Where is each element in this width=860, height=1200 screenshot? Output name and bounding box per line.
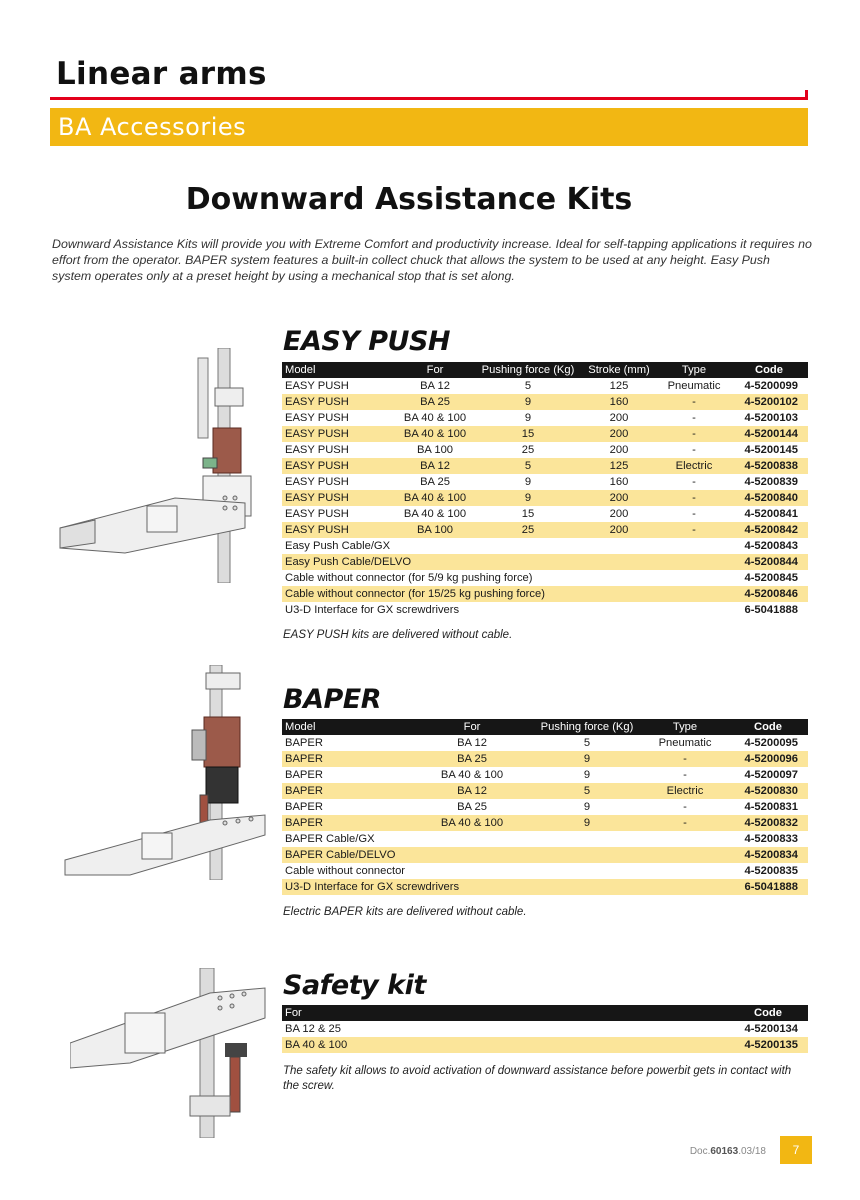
table-cell: EASY PUSH <box>285 508 349 520</box>
table-cell: 9 <box>583 753 591 765</box>
table-cell: Cable without connector <box>285 865 406 877</box>
table-cell: BA 12 & 25 <box>285 1023 341 1035</box>
table-cell: 9 <box>583 801 591 813</box>
easy-push-table <box>282 362 808 618</box>
table-cell: 5 <box>583 737 591 749</box>
easy-push-note: EASY PUSH kits are delivered without cable. <box>283 629 513 641</box>
section-banner-label: BA Accessories <box>58 113 247 141</box>
col-for: For <box>463 721 481 733</box>
table-row <box>282 735 808 751</box>
table-row <box>282 458 808 474</box>
col-code: Code <box>754 1007 782 1019</box>
baper-note: Electric BAPER kits are delivered without cable. <box>283 906 527 918</box>
table-cell: - <box>692 524 696 536</box>
intro-paragraph: Downward Assistance Kits will provide you with Extreme Comfort and productivity increase. Ideal for self-tapping applications it requires no effort from the operator. BAPER system features a built-in collect chuck that allows the system to be used at any height. Easy Push system operates only at a preset height by using a mechanical stop that is set along. <box>52 237 812 283</box>
table-cell: 200 <box>609 524 629 536</box>
col-code: Code <box>754 721 782 733</box>
table-cell: 9 <box>583 817 591 829</box>
table-cell: BA 40 & 100 <box>403 508 467 520</box>
table-cell: 200 <box>609 444 629 456</box>
table-cell: BA 12 <box>420 460 450 472</box>
col-model: Model <box>285 721 316 733</box>
table-cell: 4-5200842 <box>744 524 798 536</box>
table-cell: - <box>692 476 696 488</box>
table-cell: - <box>692 412 696 424</box>
table-cell: BAPER <box>285 737 323 749</box>
table-row <box>282 394 808 410</box>
table-cell: BA 40 & 100 <box>440 817 504 829</box>
table-row <box>282 522 808 538</box>
table-row <box>282 863 808 879</box>
safety-kit-note: The safety kit allows to avoid activation of downward assistance before powerbit gets in contact with the screw. <box>283 1065 792 1092</box>
table-cell: 160 <box>609 396 629 408</box>
table-cell: EASY PUSH <box>285 396 349 408</box>
table-cell: Cable without connector (for 15/25 kg pushing force) <box>285 588 545 600</box>
table-cell: 5 <box>583 785 591 797</box>
table-cell: BA 100 <box>416 444 454 456</box>
table-cell: BA 12 <box>457 785 487 797</box>
table-cell: 25 <box>521 444 535 456</box>
table-cell: Electric <box>675 460 713 472</box>
table-cell: BA 40 & 100 <box>285 1039 348 1051</box>
table-cell: 4-5200099 <box>744 380 798 392</box>
table-cell: - <box>692 444 696 456</box>
table-row <box>282 1021 808 1037</box>
table-cell-code: 4-5200834 <box>744 849 798 861</box>
table-row <box>282 815 808 831</box>
safety-kit-illustration <box>70 968 270 1138</box>
table-cell: 4-5200096 <box>744 753 798 765</box>
table-cell: - <box>692 508 696 520</box>
table-cell: BA 25 <box>420 476 450 488</box>
table-cell: Electric <box>666 785 704 797</box>
table-cell: BAPER <box>285 753 323 765</box>
table-row <box>282 783 808 799</box>
doc-date: .03/18 <box>738 1146 766 1157</box>
table-cell: 9 <box>524 492 532 504</box>
table-cell-code: 4-5200844 <box>744 556 798 568</box>
table-cell: 4-5200839 <box>744 476 798 488</box>
table-cell: 5 <box>524 460 532 472</box>
table-row <box>282 1037 808 1053</box>
table-cell-code: 4-5200833 <box>744 833 798 845</box>
table-row <box>282 554 808 570</box>
section-banner <box>50 108 808 146</box>
table-cell: EASY PUSH <box>285 412 349 424</box>
table-cell: - <box>683 753 687 765</box>
header-red-tick <box>805 90 808 99</box>
table-cell: BA 12 <box>457 737 487 749</box>
table-cell-code: 6-5041888 <box>744 604 798 616</box>
table-cell: - <box>683 801 687 813</box>
table-cell: 4-5200840 <box>744 492 798 504</box>
table-cell: 4-5200103 <box>744 412 798 424</box>
table-cell: EASY PUSH <box>285 444 349 456</box>
table-cell: - <box>683 817 687 829</box>
col-stroke: Stroke (mm) <box>588 364 650 376</box>
table-cell: 4-5200830 <box>744 785 798 797</box>
table-cell: EASY PUSH <box>285 460 349 472</box>
table-cell: 200 <box>609 412 629 424</box>
table-cell-code: 4-5200846 <box>744 588 798 600</box>
table-cell: EASY PUSH <box>285 380 349 392</box>
table-cell: BA 40 & 100 <box>403 492 467 504</box>
baper-title: BAPER <box>283 684 381 715</box>
table-row <box>282 767 808 783</box>
table-row <box>282 506 808 522</box>
table-cell: Easy Push Cable/DELVO <box>285 556 412 568</box>
table-cell: BAPER <box>285 801 323 813</box>
table-row <box>282 538 808 554</box>
table-row <box>282 831 808 847</box>
table-cell: 4-5200144 <box>744 428 798 440</box>
table-cell: 160 <box>609 476 629 488</box>
table-cell: BAPER Cable/DELVO <box>285 849 396 861</box>
table-header-row <box>282 719 808 735</box>
table-row <box>282 586 808 602</box>
table-cell: BA 12 <box>420 380 450 392</box>
table-header-row <box>282 1005 808 1021</box>
table-row <box>282 879 808 895</box>
table-cell: 25 <box>521 524 535 536</box>
table-cell: U3-D Interface for GX screwdrivers <box>285 881 460 893</box>
table-cell: 125 <box>609 460 629 472</box>
table-cell: 4-5200135 <box>744 1039 798 1051</box>
table-cell: 200 <box>609 492 629 504</box>
table-cell: BA 40 & 100 <box>403 428 467 440</box>
table-row <box>282 602 808 618</box>
table-row <box>282 799 808 815</box>
table-row <box>282 410 808 426</box>
table-cell: 9 <box>524 412 532 424</box>
col-model: Model <box>285 364 316 376</box>
table-cell: BA 25 <box>420 396 450 408</box>
table-cell: BAPER Cable/GX <box>285 833 375 845</box>
table-row <box>282 378 808 394</box>
page-number-box <box>780 1136 812 1164</box>
table-cell: 200 <box>609 508 629 520</box>
table-cell: Cable without connector (for 5/9 kg pushing force) <box>285 572 533 584</box>
table-cell: 4-5200102 <box>744 396 798 408</box>
col-for: For <box>285 1007 302 1019</box>
table-cell: 15 <box>521 508 535 520</box>
table-row <box>282 751 808 767</box>
baper-table <box>282 719 808 895</box>
safety-kit-title: Safety kit <box>283 970 426 1001</box>
table-cell: BAPER <box>285 817 323 829</box>
table-cell: BAPER <box>285 769 323 781</box>
table-cell: BA 25 <box>457 753 487 765</box>
safety-kit-table <box>282 1005 808 1053</box>
col-pushing-force: Pushing force (Kg) <box>481 364 575 376</box>
col-code: Code <box>755 364 783 376</box>
table-row <box>282 442 808 458</box>
table-cell: 4-5200097 <box>744 769 798 781</box>
table-header-row <box>282 362 808 378</box>
table-cell: 4-5200831 <box>744 801 798 813</box>
col-for: For <box>426 364 444 376</box>
col-type: Type <box>672 721 698 733</box>
table-cell: U3-D Interface for GX screwdrivers <box>285 604 460 616</box>
baper-illustration <box>60 665 270 880</box>
table-cell: BA 40 & 100 <box>403 412 467 424</box>
page-number: 7 <box>792 1143 800 1157</box>
col-pushing-force: Pushing force (Kg) <box>540 721 634 733</box>
table-cell: BA 25 <box>457 801 487 813</box>
table-cell: - <box>692 396 696 408</box>
doc-prefix: Doc. <box>689 1146 711 1157</box>
table-cell: 4-5200145 <box>744 444 798 456</box>
table-row <box>282 426 808 442</box>
table-cell: 200 <box>609 428 629 440</box>
table-cell-code: 6-5041888 <box>744 881 798 893</box>
table-cell: Pneumatic <box>667 380 721 392</box>
table-cell: 125 <box>609 380 629 392</box>
page-header-title: Linear arms <box>56 56 267 92</box>
table-cell: 15 <box>521 428 535 440</box>
doc-number: 60163 <box>710 1146 739 1157</box>
table-cell: EASY PUSH <box>285 476 349 488</box>
table-cell: BA 40 & 100 <box>440 769 504 781</box>
table-cell-code: 4-5200843 <box>744 540 798 552</box>
table-cell: - <box>683 769 687 781</box>
table-cell: - <box>692 428 696 440</box>
table-row <box>282 570 808 586</box>
easy-push-title: EASY PUSH <box>283 326 450 357</box>
table-row <box>282 474 808 490</box>
table-cell: 5 <box>524 380 532 392</box>
table-cell: 9 <box>524 396 532 408</box>
table-row <box>282 847 808 863</box>
table-cell: - <box>692 492 696 504</box>
page-title: Downward Assistance Kits <box>185 182 633 217</box>
table-cell-code: 4-5200845 <box>744 572 798 584</box>
table-cell: 9 <box>583 769 591 781</box>
col-type: Type <box>681 364 707 376</box>
table-cell: 4-5200838 <box>744 460 798 472</box>
table-cell: 4-5200134 <box>744 1023 798 1035</box>
table-cell: EASY PUSH <box>285 428 349 440</box>
table-cell-code: 4-5200835 <box>744 865 798 877</box>
table-cell: Pneumatic <box>658 737 712 749</box>
table-cell: 4-5200832 <box>744 817 798 829</box>
doc-reference <box>690 1146 766 1157</box>
table-cell: EASY PUSH <box>285 492 349 504</box>
table-cell: 4-5200095 <box>744 737 798 749</box>
table-cell: EASY PUSH <box>285 524 349 536</box>
table-cell: Easy Push Cable/GX <box>285 540 391 552</box>
table-cell: 4-5200841 <box>744 508 798 520</box>
header-red-rule <box>50 97 808 100</box>
easy-push-illustration <box>55 348 260 583</box>
table-cell: BAPER <box>285 785 323 797</box>
table-cell: 9 <box>524 476 532 488</box>
table-row <box>282 490 808 506</box>
table-cell: BA 100 <box>416 524 454 536</box>
